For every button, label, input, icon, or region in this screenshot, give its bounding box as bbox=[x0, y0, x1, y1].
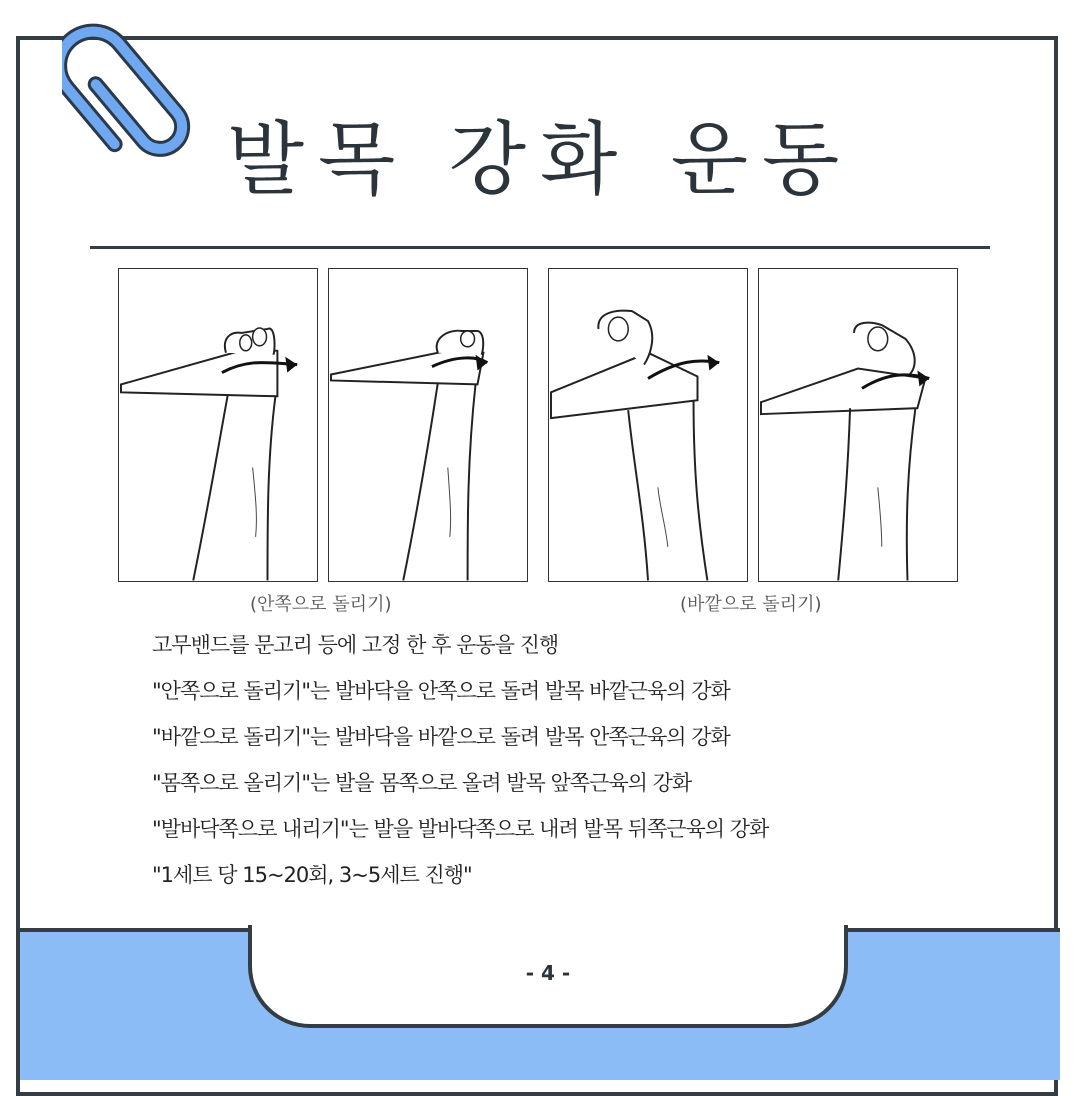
illustration-outward-2 bbox=[758, 268, 958, 582]
note-item: 고무밴드를 문고리 등에 고정 한 후 운동을 진행 bbox=[152, 633, 559, 657]
page-title: 발목 강화 운동 bbox=[226, 113, 854, 206]
illustration-inward-1 bbox=[118, 268, 318, 582]
note-item: "1세트 당 15~20회, 3~5세트 진행" bbox=[152, 863, 472, 887]
illustration-outward-1 bbox=[548, 268, 748, 582]
note-item: "발바닥쪽으로 내리기"는 발을 발바닥쪽으로 내려 발목 뒤쪽근육의 강화 bbox=[152, 817, 769, 841]
exercise-notes bbox=[152, 622, 768, 898]
caption-inward: (안쪽으로 돌리기) bbox=[250, 594, 392, 615]
note-item: "안쪽으로 돌리기"는 발바닥을 안쪽으로 돌려 발목 바깥근육의 강화 bbox=[152, 679, 730, 703]
note-item: "바깥으로 돌리기"는 발바닥을 바깥으로 돌려 발목 안쪽근육의 강화 bbox=[152, 725, 730, 749]
footer-tab bbox=[248, 925, 848, 1028]
page-number: - 4 - bbox=[525, 961, 571, 985]
illustration-inward-2 bbox=[328, 268, 528, 582]
title-divider bbox=[90, 246, 990, 249]
caption-outward: (바깥으로 돌리기) bbox=[680, 594, 822, 615]
note-item: "몸쪽으로 올리기"는 발을 몸쪽으로 올려 발목 앞쪽근육의 강화 bbox=[152, 771, 692, 795]
